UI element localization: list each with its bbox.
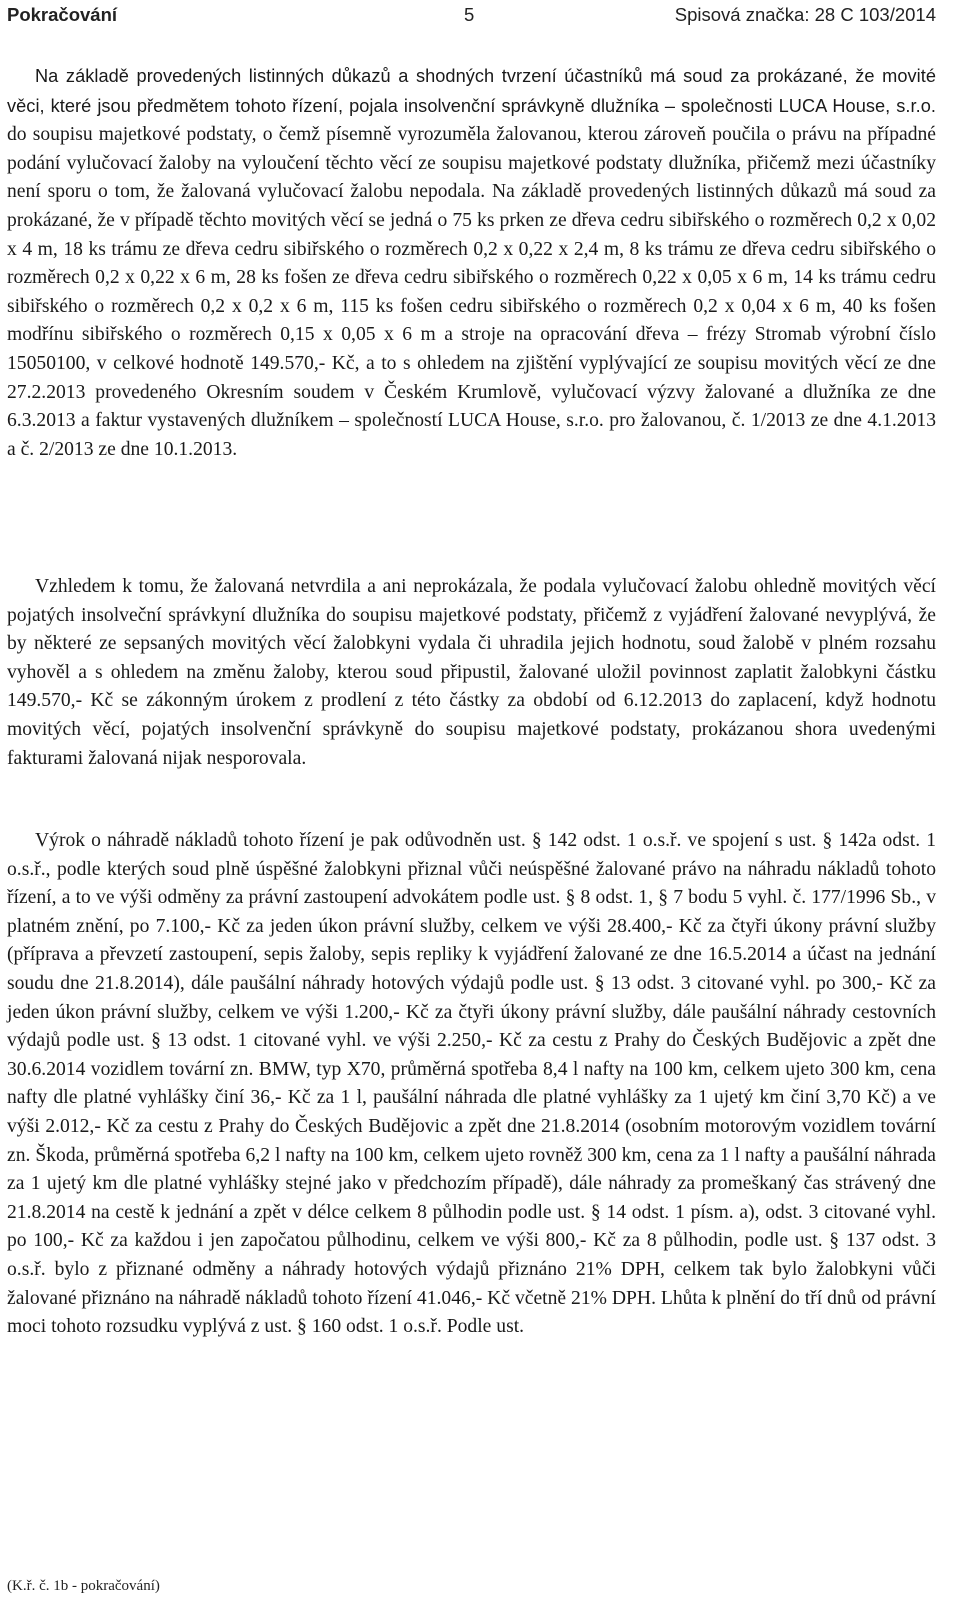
paragraph-decision: Vzhledem k tomu, že žalovaná netvrdila a ani neprokázala, že podala vylučovací žalobu ohledně movitých věcí pojatých insolveční správkyní dlužníka do soupisu majetkové podstaty, přičemž z vyjádření žalované nevyplývá, že by některé ze sepsaných movitých věcí žalobkyni vydala či uhradila jejich hodnotu, soud žalobě v plném rozsahu vyhověl a s ohledem na změnu žaloby, kterou soud připustil, žalované uložil povinnost zaplatit žalobkyni částku 149.570,- Kč se zákonným úrokem z prodlení z této částky za období od 6.12.2013 do zaplacení, když hodnotu movitých věcí, pojatých insolvenční správkyně do soupisu majetkové podstaty, prokázanou shora uvedenými fakturami žalovaná nijak nesporovala. (7, 576, 936, 769)
paragraph-findings (7, 62, 936, 464)
paragraph-costs: Výrok o náhradě nákladů tohoto řízení je pak odůvodněn ust. § 142 odst. 1 o.s.ř. ve spojení s ust. § 142a odst. 1 o.s.ř., podle kterých soud plně úspěšné žalobkyni přiznal vůči neúspěšné žalované právo na náhradu nákladů tohoto řízení, a to ve výši odměny za právní zastoupení advokátem podle ust. § 8 odst. 1, § 7 bodu 5 vyhl. č. 177/1996 Sb., v platném znění, po 7.100,- Kč za jeden úkon právní služby, celkem ve výši 28.400,- Kč za čtyři úkony právní služby (příprava a převzetí zastoupení, sepis žaloby, sepis repliky k vyjádření žalované ze dne 16.5.2014 a účast na jednání soudu dne 21.8.2014), dále paušální náhrady hotových výdajů podle ust. § 13 odst. 3 citované vyhl. po 300,- Kč za jeden úkon právní služby, celkem ve výši 1.200,- Kč za čtyři úkony právní služby, dále paušální náhrady cestovních výdajů podle ust. § 13 odst. 1 citované vyhl. ve výši 2.250,- Kč za cestu z Prahy do Českých Budějovic a zpět dne 30.6.2014 vozidlem tovární zn. BMW, typ X70, průměrná spotřeba 8,4 l nafty na 100 km, celkem ujeto 300 km, cena nafty dle platné vyhlášky činí 36,- Kč za 1 l, paušální náhrada dle platné vyhlášky za 1 ujetý km činí 3,70 Kč) a ve výši 2.012,- Kč za cestu z Prahy do Českých Budějovic a zpět dne 21.8.2014 (osobním motorovým vozidlem tovární zn. Škoda, průměrná spotřeba 6,2 l nafty na 100 km, celkem ujeto rovněž 300 km, cena za 1 l nafty a paušální náhrada za 1 ujetý km dle platné vyhlášky stejné jako v předchozím případě), dále náhrady za promeškaný čas strávený dne 21.8.2014 na cestě k jednání a zpět v délce celkem 8 půlhodin podle ust. § 14 odst. 1 písm. a), odst. 3 citované vyhl. po 100,- Kč za každou i jen započatou půlhodinu, celkem ve výši 800,- Kč za 8 půlhodin, podle ust. § 137 odst. 3 o.s.ř. bylo z přiznané odměny a náhrady hotových výdajů přiznáno 21% DPH, celkem tak bylo žalobkyni vůči žalované přiznáno na náhradě nákladů tohoto řízení 41.046,- Kč včetně 21% DPH. Lhůta k plnění do tří dnů od právní moci tohoto rozsudku vyplývá z ust. § 160 odst. 1 o.s.ř. Podle ust. (7, 830, 936, 1338)
page-number: 5 (464, 4, 475, 25)
continuation-label: Pokračování (7, 4, 118, 25)
paragraph-findings-lead: Na základě provedených listinných důkazů a shodných tvrzení účastníků má soud za prokázané, že movité věci, které jsou předmětem tohoto řízení, pojala insolvenční správkyně dlužníka – společnosti LUCA House, s.r.o. (7, 66, 936, 116)
case-number: Spisová značka: 28 C 103/2014 (674, 4, 936, 25)
page-header (7, 2, 936, 28)
paragraph-findings-rest: do soupisu majetkové podstaty, o čemž písemně vyrozuměla žalovanou, kterou zároveň poučila o právu na případné podání vylučovací žaloby na vyloučení těchto věcí ze soupisu majetkové podstaty dlužníka, přičemž mezi účastníky není sporu o tom, že žalovaná vylučovací žalobu nepodala. Na základě provedených listinných důkazů má soud za prokázané, že v případě těchto movitých věcí se jedná o 75 ks prken ze dřeva cedru sibiřského o rozměrech 0,2 x 0,02 x 4 m, 18 ks trámu ze dřeva cedru sibiřského o rozměrech 0,2 x 0,22 x 2,4 m, 8 ks trámu ze dřeva cedru sibiřského o rozměrech 0,2 x 0,22 x 6 m, 28 ks fošen ze dřeva cedru sibiřského o rozměrech 0,22 x 0,05 x 6 m, 14 ks trámu cedru sibiřského o rozměrech 0,2 x 0,2 x 6 m, 115 ks fošen cedru sibiřského o rozměrech 0,2 x 0,04 x 6 m, 40 ks fošen modřínu sibiřského o rozměrech 0,15 x 0,05 x 6 m a stroje na opracování dřeva – frézy Stromab výrobní číslo 15050100, v celkové hodnotě 149.570,- Kč, a to s ohledem na zjištění vyplývající ze soupisu movitých věcí ze dne 27.2.2013 provedeného Okresním soudem v Českém Krumlově, vylučovací výzvy žalované a dlužníka ze dne 6.3.2013 a faktur vystavených dlužníkem – společností LUCA House, s.r.o. pro žalovanou, č. 1/2013 ze dne 4.1.2013 a č. 2/2013 ze dne 10.1.2013. (7, 124, 936, 460)
page-footer: (K.ř. č. 1b - pokračování) (7, 1578, 160, 1594)
